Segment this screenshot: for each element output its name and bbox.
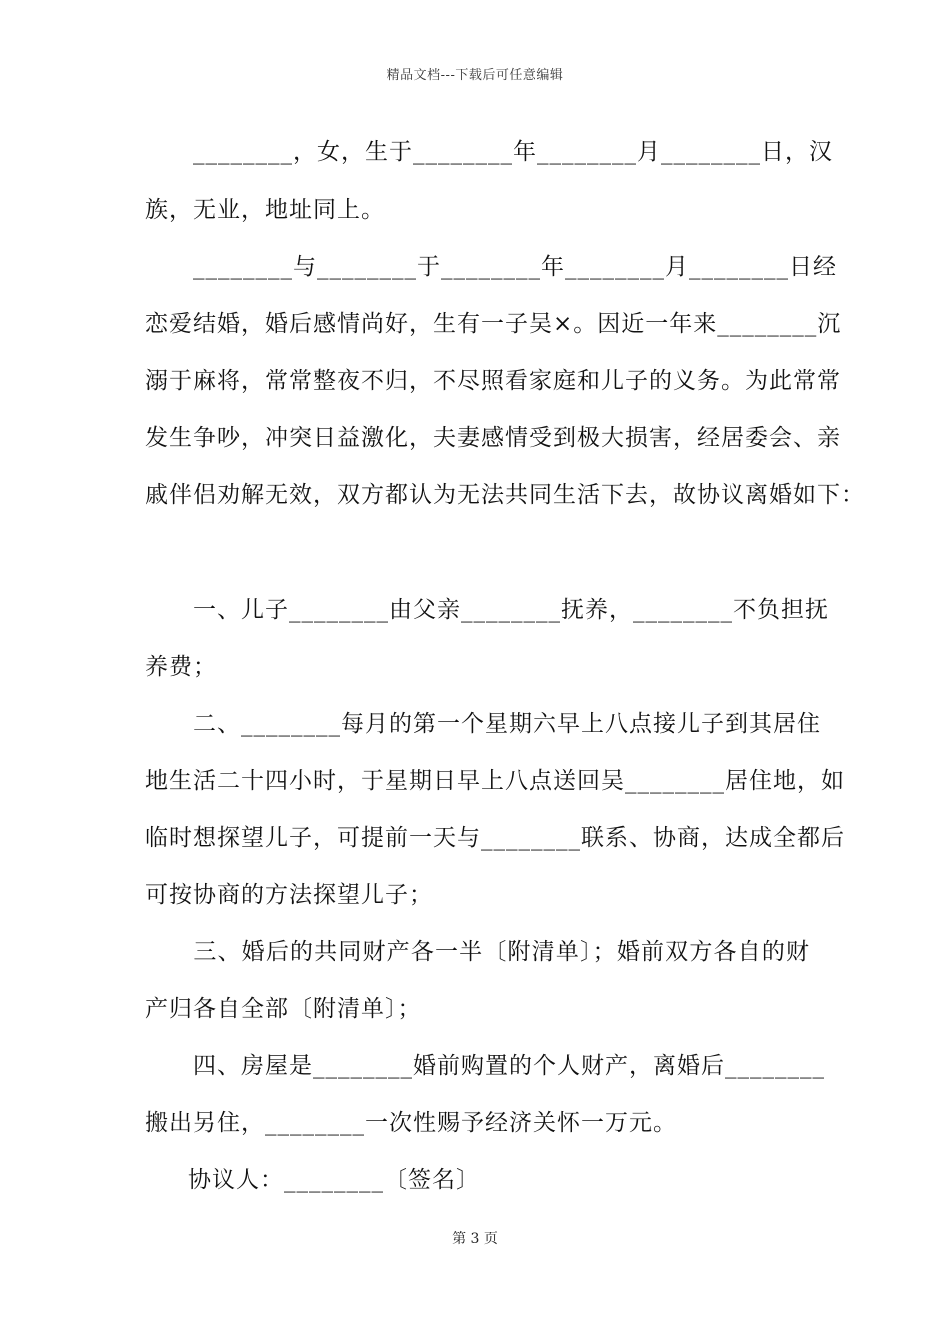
text-line-15: 产归各自全部〔附清单〕；	[145, 996, 422, 1022]
text-line-1: ________，女，生于________年________月________日，汉	[145, 139, 833, 165]
text-line-14: 三、婚后的共同财产各一半〔附清单〕；婚前双方各自的财	[145, 939, 810, 965]
text-line-2: 族，无业，地址同上。	[145, 197, 385, 223]
page-header: 精品文档---下载后可任意编辑	[386, 68, 564, 83]
text-line-17: 搬出另住，________一次性赐予经济关怀一万元。	[145, 1110, 677, 1136]
text-line-5: 溺于麻将，常常整夜不归，不尽照看家庭和儿子的义务。为此常常	[145, 368, 841, 394]
text-line-4: 恋爱结婚，婚后感情尚好，生有一子吴×。因近一年来________沉	[145, 311, 842, 337]
page-number: 第 3 页	[452, 1231, 498, 1247]
text-line-8: 一、儿子________由父亲________抚养，________不负担抚	[145, 597, 829, 623]
text-line-9: 养费；	[145, 654, 217, 680]
text-line-13: 可按协商的方法探望儿子；	[145, 882, 433, 908]
signature-line: 协议人：________〔签名〕	[140, 1167, 480, 1193]
text-line-16: 四、房屋是________婚前购置的个人财产，离婚后________	[145, 1053, 825, 1079]
text-line-7: 戚伴侣劝解无效，双方都认为无法共同生活下去，故协议离婚如下：	[145, 482, 865, 508]
text-line-3: ________与________于________年________月________日经	[145, 254, 837, 280]
text-line-6: 发生争吵，冲突日益激化，夫妻感情受到极大损害，经居委会、亲	[145, 425, 841, 451]
text-line-10: 二、________每月的第一个星期六早上八点接儿子到其居住	[145, 711, 821, 737]
text-line-11: 地生活二十四小时，于星期日早上八点送回吴________居住地，如	[145, 768, 845, 794]
text-line-12: 临时想探望儿子，可提前一天与________联系、协商，达成全都后	[145, 825, 845, 851]
